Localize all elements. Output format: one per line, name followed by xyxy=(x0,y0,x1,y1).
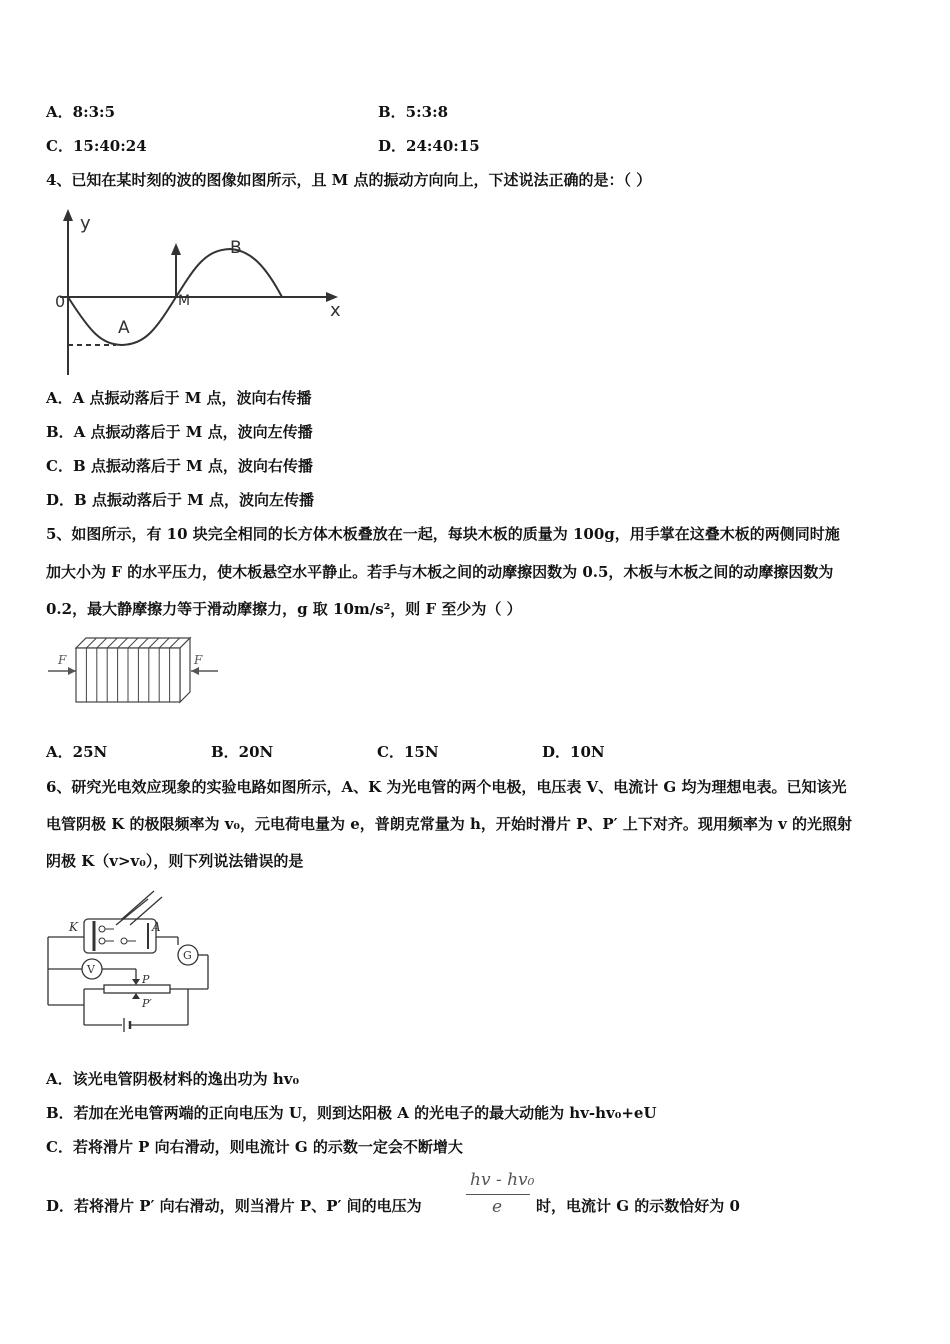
q6-option-d-numerator: hv - hv₀ xyxy=(470,1170,535,1190)
q4-stem: 4、已知在某时刻的波的图像如图所示，且 M 点的振动方向向上，下述说法正确的是：（ ） xyxy=(46,171,652,189)
q3-option-a: A．8:3:5 xyxy=(46,103,116,121)
y-axis-label: y xyxy=(80,213,91,234)
q5-stem-line-2: 加大小为 F 的水平压力，使木板悬空水平静止。若手与木板之间的动摩擦因数为 0.5，木板与木板之间的动摩擦因数为 xyxy=(46,563,834,581)
slider-p-prime-arrow xyxy=(132,993,140,999)
label-g: G xyxy=(183,949,192,962)
q3-option-d: D．24:40:15 xyxy=(378,137,480,155)
rheostat xyxy=(104,985,170,993)
q5-stem-line-3: 0.2，最大静摩擦力等于滑动摩擦力，g 取 10m/s²，则 F 至少为（ ） xyxy=(46,600,522,618)
q6-circuit-figure xyxy=(44,885,214,1035)
light-ray-3 xyxy=(116,899,148,925)
q5-option-c: C．15N xyxy=(377,743,439,761)
q4-option-b: B．A 点振动落后于 M 点，波向左传播 xyxy=(46,423,313,441)
label-p-prime: P′ xyxy=(142,997,152,1010)
q5-option-a: A．25N xyxy=(46,743,108,761)
q6-option-c: C．若将滑片 P 向右滑动，则电流计 G 的示数一定会不断增大 xyxy=(46,1138,463,1156)
right-force-label: F xyxy=(194,653,203,667)
q5-option-d: D．10N xyxy=(542,743,605,761)
q6-option-d-text-end: 时，电流计 G 的示数恰好为 0 xyxy=(536,1197,740,1215)
x-axis-label: x xyxy=(330,300,341,321)
label-m: M xyxy=(178,293,191,309)
q6-option-b: B．若加在光电管两端的正向电压为 U，则到达阳极 A 的光电子的最大动能为 hv-hv₀+eU xyxy=(46,1104,657,1122)
m-arrow-head xyxy=(171,243,181,255)
right-force-arrow xyxy=(191,667,199,675)
light-ray-1 xyxy=(122,891,154,919)
q4-option-a: A．A 点振动落后于 M 点，波向右传播 xyxy=(46,389,312,407)
label-v: V xyxy=(87,963,95,976)
y-axis-arrow xyxy=(63,209,73,221)
q6-option-d-text: D．若将滑片 P′ 向右滑动，则当滑片 P、P′ 间的电压为 xyxy=(46,1197,422,1215)
origin-label: 0 xyxy=(55,292,66,311)
q6-stem-line-1: 6、研究光电效应现象的实验电路如图所示，A、K 为光电管的两个电极，电压表 V、电流计 G 均为理想电表。已知该光 xyxy=(46,778,847,796)
q6-option-a: A．该光电管阴极材料的逸出功为 hv₀ xyxy=(46,1070,300,1088)
q4-wave-figure xyxy=(46,205,356,380)
label-b: B xyxy=(230,238,242,258)
left-force-arrow xyxy=(68,667,76,675)
q6-stem-line-2: 电管阴极 K 的极限频率为 v₀，元电荷电量为 e，普朗克常量为 h，开始时滑片 P、P′ 上下对齐。现用频率为 v 的光照射 xyxy=(46,815,853,833)
stack-side-face xyxy=(180,638,190,702)
q6-option-d-denominator: e xyxy=(492,1197,503,1217)
slider-p-arrow xyxy=(132,979,140,985)
label-k: K xyxy=(69,920,78,934)
electrons xyxy=(99,926,136,944)
label-a: A xyxy=(118,318,130,338)
q5-stem-line-1: 5、如图所示，有 10 块完全相同的长方体木板叠放在一起，每块木板的质量为 100g，用手掌在这叠木板的两侧同时施 xyxy=(46,525,840,543)
fraction-bar xyxy=(466,1194,530,1195)
label-a: A xyxy=(152,920,161,934)
q5-boards-figure xyxy=(46,634,226,709)
q6-stem-line-3: 阴极 K（v>v₀），则下列说法错误的是 xyxy=(46,852,304,870)
q4-option-c: C．B 点振动落后于 M 点，波向右传播 xyxy=(46,457,313,475)
q5-option-b: B．20N xyxy=(211,743,274,761)
left-force-label: F xyxy=(58,653,67,667)
q4-option-d: D．B 点振动落后于 M 点，波向左传播 xyxy=(46,491,314,509)
q3-option-c: C．15:40:24 xyxy=(46,137,147,155)
q3-option-b: B．5:3:8 xyxy=(378,103,449,121)
label-p: P xyxy=(142,973,150,986)
